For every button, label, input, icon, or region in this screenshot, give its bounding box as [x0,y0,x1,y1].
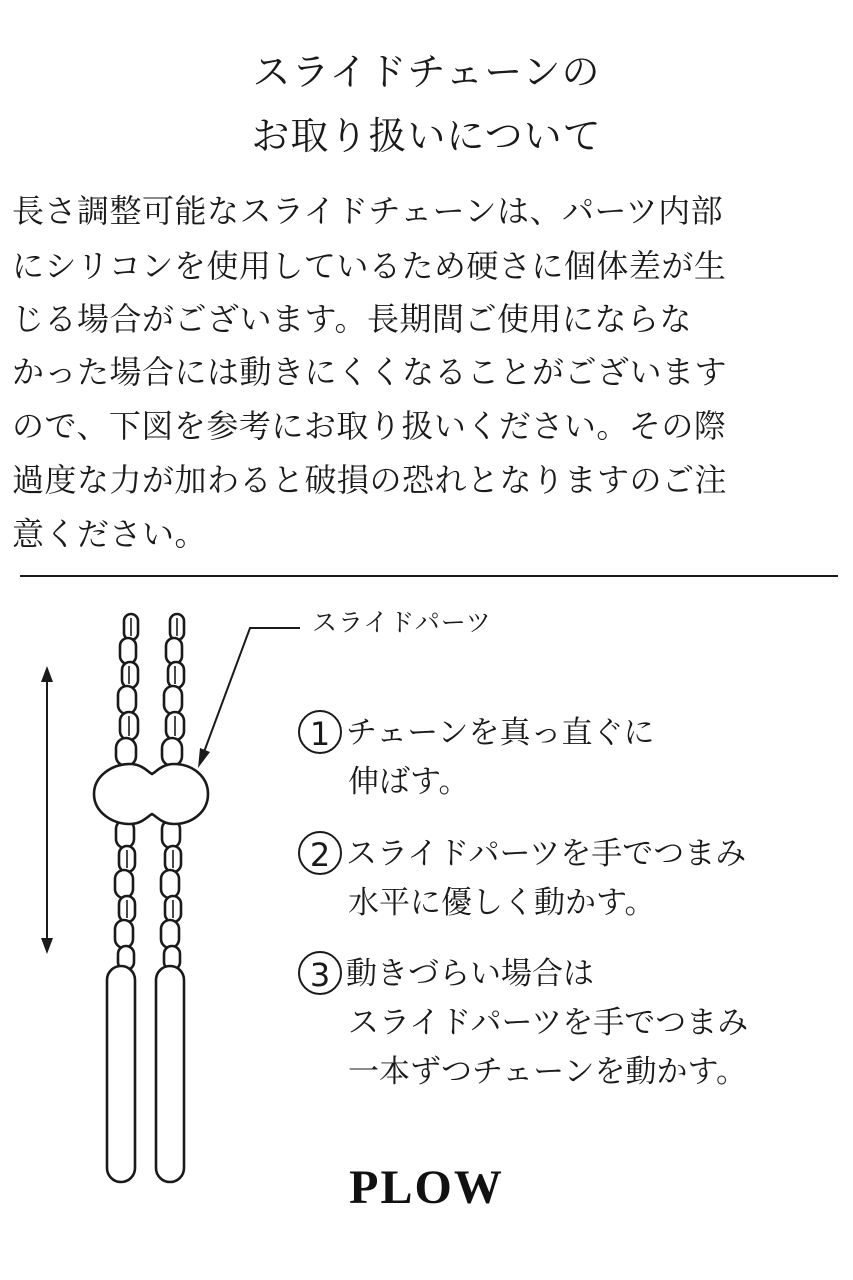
right-chain-lower [161,820,181,970]
step-number-badge: 3 [298,951,342,995]
step-text: スライドパーツを手でつまみ [346,836,747,872]
step-text: 一本ずつチェーンを動かす。 [348,1054,747,1090]
length-arrow-icon [41,666,53,954]
right-chain-upper [162,614,184,766]
step-1 [298,709,654,807]
description-line-7: 意ください。 [12,515,208,553]
description-line-6: 過度な力が加わると破損の恐れとなりますのご注 [12,461,728,499]
divider [20,575,838,577]
description-line-5: ので、下図を参考にお取り扱いください。その際 [12,407,727,445]
step-2 [298,830,746,928]
left-tassel [107,966,135,1182]
step-text: スライドパーツを手でつまみ [348,1005,749,1041]
description-line-4: かった場合には動きにくくなることがございます [12,353,728,391]
step-3 [298,950,748,1097]
title-line-2: お取り扱いについて [251,114,602,158]
left-chain-lower [115,820,135,970]
step-text: チェーンを真っ直ぐに [346,715,655,751]
slide-part-icon [94,764,208,824]
brand-logo: PLOW [349,1161,504,1214]
step-text: 動きづらい場合は [346,956,594,992]
step-text: 水平に優しく動かす。 [348,885,656,921]
description-line-3: じる場合がございます。長期間ご使用にならな [12,300,692,338]
step-number-badge: 2 [298,831,342,875]
step-number-badge: 1 [298,710,342,754]
left-chain-upper [116,614,138,766]
callout-leader-line [198,628,300,768]
callout-label: スライドパーツ [312,608,492,637]
step-text: 伸ばす。 [348,764,470,800]
slide-chain-illustration [0,580,300,1200]
title-line-1: スライドチェーンの [252,50,601,94]
description-line-2: にシリコンを使用しているため硬さに個体差が生 [12,247,727,285]
description-line-1: 長さ調整可能なスライドチェーンは、パーツ内部 [12,192,724,230]
right-tassel [156,966,184,1182]
